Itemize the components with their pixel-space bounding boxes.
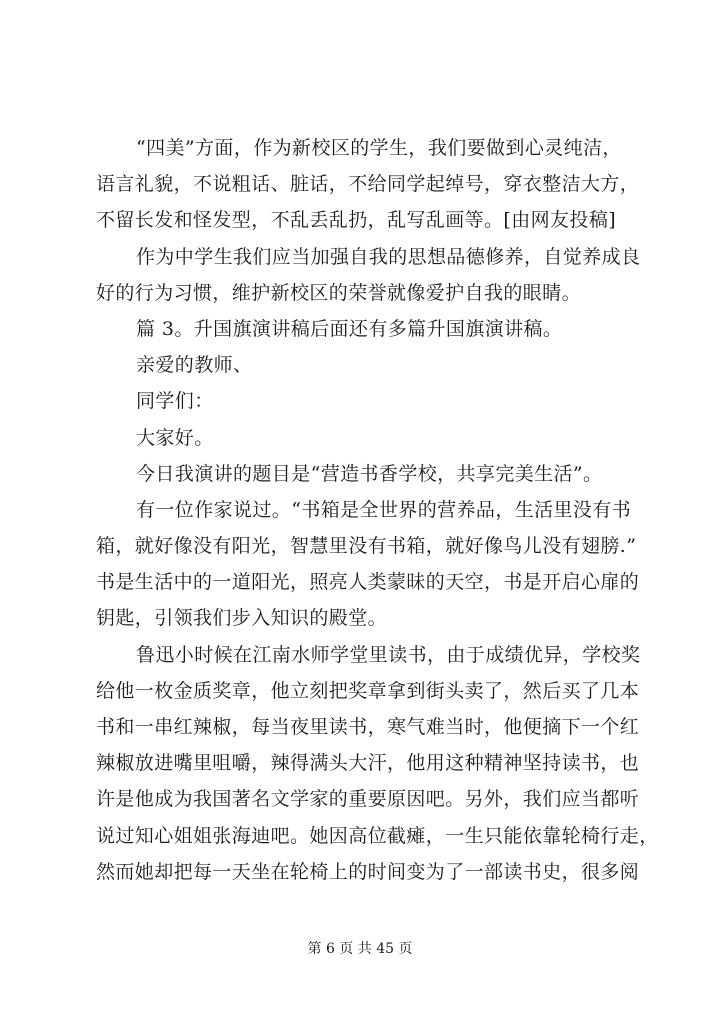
text-line: 说过知心姐姐张海迪吧。她因高位截瘫，一生只能依靠轮椅行走，	[96, 824, 659, 847]
text-line: 亲爱的教师、	[136, 354, 253, 377]
text-line: 大家好。	[136, 426, 214, 449]
text-line: “四美”方面，作为新校区的学生，我们要做到心灵纯洁，	[136, 137, 622, 159]
page-number: 第 6 页 共 45 页	[307, 941, 413, 957]
text-line: 然而她却把每一天坐在轮椅上的时间变为了一部读书史，很多阅	[96, 860, 640, 883]
text-line: 辣椒放进嘴里咀嚼，辣得满头大汗，他用这种精神坚持读书，也	[96, 752, 640, 775]
text-line: 今日我演讲的题目是“营造书香学校，共享完美生活”。	[136, 462, 603, 485]
text-line: 作为中学生我们应当加强自我的思想品德修养，自觉养成良	[136, 245, 641, 268]
text-line: 篇 3。升国旗演讲稿后面还有多篇升国旗演讲稿。	[136, 317, 563, 340]
text-line: 书是生活中的一道阳光，照亮人类蒙昧的天空，书是开启心扉的	[96, 571, 640, 594]
text-line: 好的行为习惯，维护新校区的荣誉就像爱护自我的眼睛。	[96, 281, 582, 304]
text-line: 许是他成为我国著名文学家的重要原因吧。另外，我们应当都听	[96, 788, 640, 811]
page-footer	[0, 938, 720, 958]
text-line: 鲁迅小时候在江南水师学堂里读书，由于成绩优异，学校奖	[136, 643, 641, 666]
text-line: 书和一串红辣椒，每当夜里读书，寒气难当时，他便摘下一个红	[96, 716, 640, 738]
text-line: 语言礼貌，不说粗话、脏话，不给同学起绰号，穿衣整洁大方，	[96, 173, 640, 196]
text-line: 不留长发和怪发型，不乱丢乱扔，乱写乱画等。[由网友投稿]	[96, 209, 617, 232]
text-line: 箱，就好像没有阳光，智慧里没有书箱，就好像鸟儿没有翅膀.”	[96, 535, 637, 558]
document-body	[96, 130, 659, 890]
text-line: 钥匙，引领我们步入知识的殿堂。	[96, 607, 388, 630]
text-line: 给他一枚金质奖章，他立刻把奖章拿到街头卖了，然后买了几本	[96, 679, 640, 702]
text-line: 有一位作家说过。“书箱是全世界的营养品，生活里没有书	[136, 498, 632, 521]
text-line: 同学们：	[136, 390, 214, 413]
